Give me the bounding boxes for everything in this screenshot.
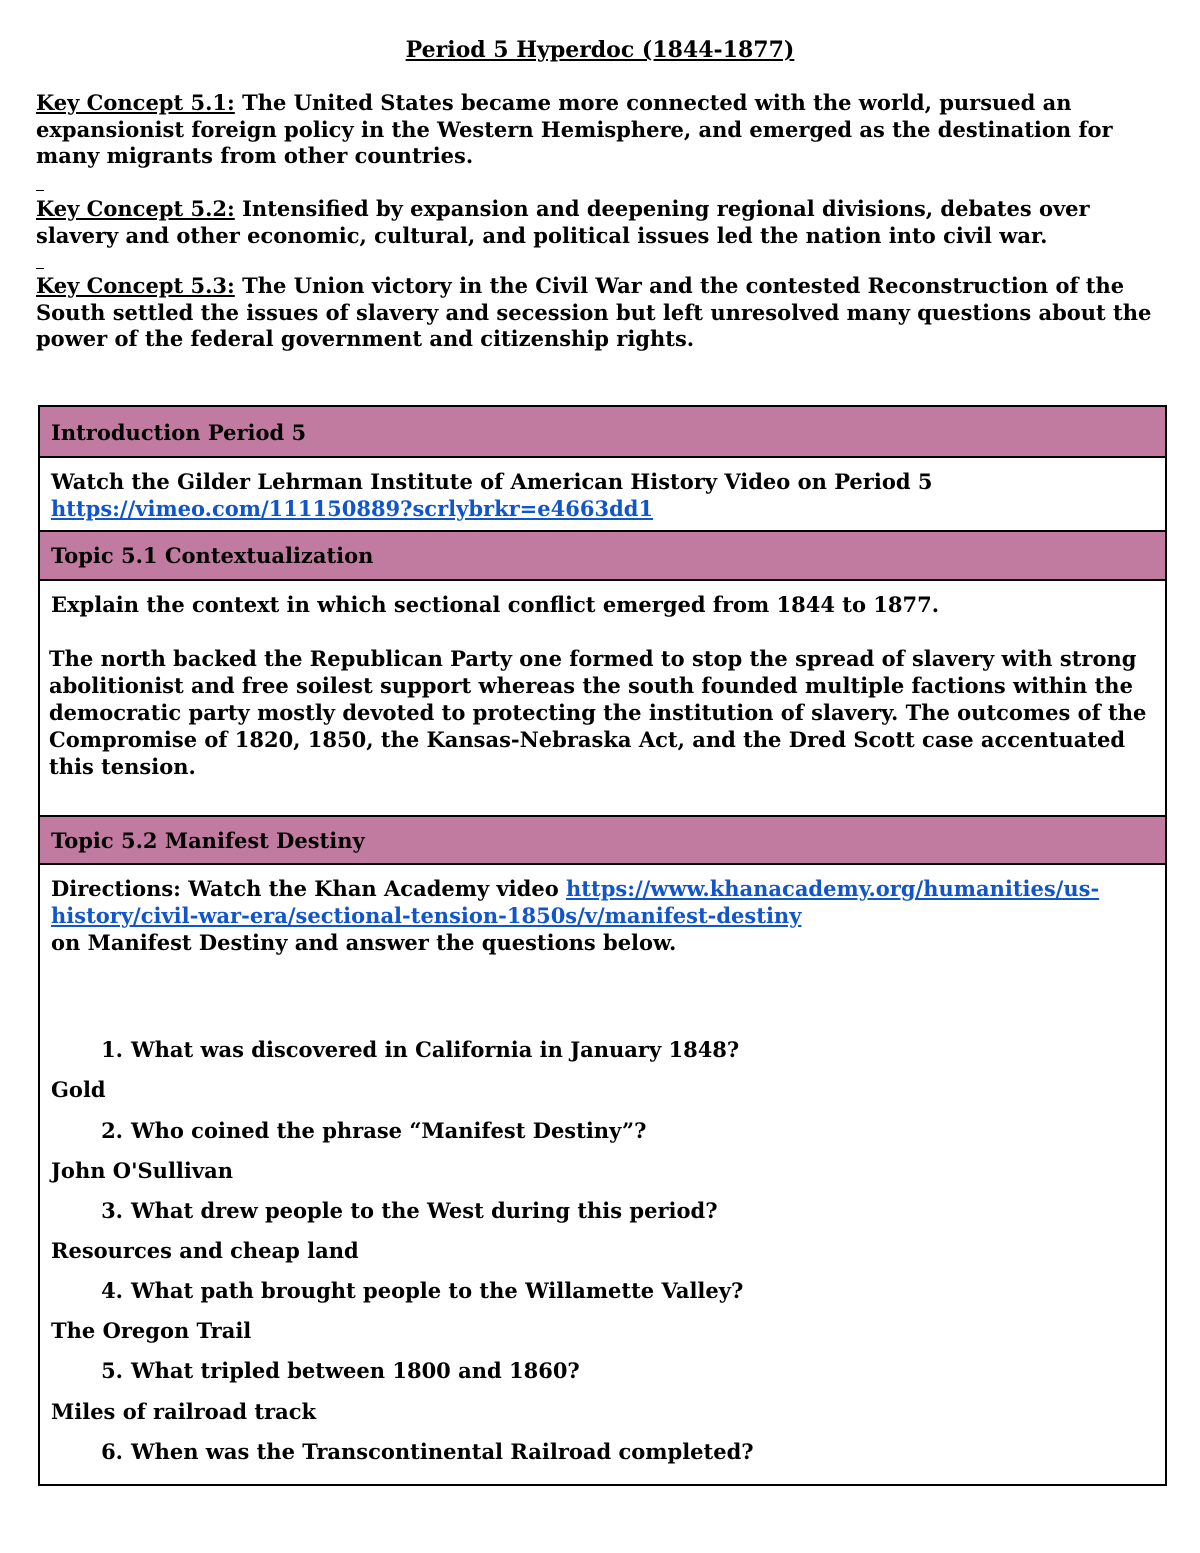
key-concept-text: Intensified by expansion and deepening regional divisions, debates over slavery and other economic, cultural, and political issues led the nation into civil war. bbox=[36, 196, 1090, 248]
topic-5-2-header bbox=[40, 817, 1165, 865]
intro-header bbox=[40, 407, 1165, 458]
question-item bbox=[51, 1117, 646, 1144]
key-concept-text: The United States became more connected with the world, pursued an expansionist foreign policy in the Western Hemisphere, and emerged as the destination for many migrants from other countries. bbox=[36, 90, 1113, 168]
question-item bbox=[51, 1197, 718, 1224]
key-concept-text: The Union victory in the Civil War and the contested Reconstruction of the South settled the issues of slavery and secession but left unresolved many questions about the power of the federal government and citizenship rights. bbox=[36, 273, 1152, 351]
contextualization-prompt: Explain the context in which sectional conflict emerged from 1844 to 1877. bbox=[51, 592, 940, 617]
page-title: Period 5 Hyperdoc (1844-1877) bbox=[405, 37, 795, 63]
key-concept-5-1 bbox=[36, 90, 1161, 170]
key-concept-label: Key Concept 5.1: bbox=[36, 90, 235, 115]
question-number: 5. bbox=[101, 1358, 123, 1383]
question-text: What path brought people to the Willamette Valley? bbox=[131, 1278, 744, 1303]
question-text: What drew people to the West during this period? bbox=[131, 1198, 718, 1223]
intro-body bbox=[40, 458, 1165, 532]
key-concept-label: Key Concept 5.2: bbox=[36, 196, 235, 221]
hyperdoc-table bbox=[38, 405, 1167, 1486]
question-number: 1. bbox=[101, 1037, 123, 1062]
directions bbox=[51, 875, 1159, 956]
directions-prefix: Directions: Watch the Khan Academy video bbox=[51, 876, 567, 901]
question-item bbox=[51, 1357, 580, 1384]
answer-text: John O'Sullivan bbox=[51, 1158, 233, 1183]
khan-academy-link[interactable]: https://www.khanacademy.org/humanities/us-history/civil-war-era/sectional-tension-1850s/v/manifest-destiny bbox=[51, 876, 1100, 928]
question-item bbox=[51, 1277, 743, 1304]
question-text: Who coined the phrase “Manifest Destiny”? bbox=[131, 1118, 647, 1143]
section-heading: Topic 5.2 Manifest Destiny bbox=[51, 828, 365, 853]
answer-text: The Oregon Trail bbox=[51, 1318, 252, 1343]
question-number: 4. bbox=[101, 1278, 123, 1303]
question-text: When was the Transcontinental Railroad completed? bbox=[131, 1439, 754, 1464]
section-heading: Topic 5.1 Contextualization bbox=[51, 543, 374, 568]
divider bbox=[36, 268, 44, 269]
question-number: 2. bbox=[101, 1118, 123, 1143]
question-item bbox=[51, 1036, 739, 1063]
question-item bbox=[51, 1438, 754, 1465]
topic-5-1-header bbox=[40, 532, 1165, 581]
key-concept-label: Key Concept 5.3: bbox=[36, 273, 235, 298]
contextualization-answer: The north backed the Republican Party one formed to stop the spread of slavery with strong abolitionist and free soilest support whereas the south founded multiple factions within the democratic party mostly devoted to protecting the institution of slavery. The outcomes of the Compromise of 1820, 1850, the Kansas-Nebraska Act, and the Dred Scott case accentuated this tension. bbox=[49, 646, 1147, 779]
answer-text: Resources and cheap land bbox=[51, 1238, 359, 1263]
divider bbox=[36, 190, 44, 191]
key-concept-5-2 bbox=[36, 196, 1161, 249]
vimeo-link[interactable]: https://vimeo.com/111150889?scrlybrkr=e4663dd1 bbox=[51, 496, 654, 521]
intro-instruction: Watch the Gilder Lehrman Institute of American History Video on Period 5 bbox=[51, 469, 933, 494]
question-number: 6. bbox=[101, 1439, 123, 1464]
answer-text: Miles of railroad track bbox=[51, 1399, 317, 1424]
question-text: What was discovered in California in January 1848? bbox=[131, 1037, 740, 1062]
question-text: What tripled between 1800 and 1860? bbox=[131, 1358, 580, 1383]
intro-text bbox=[51, 468, 1159, 522]
key-concept-5-3 bbox=[36, 273, 1161, 353]
directions-suffix: on Manifest Destiny and answer the questions below. bbox=[51, 930, 677, 955]
question-number: 3. bbox=[101, 1198, 123, 1223]
answer-text: Gold bbox=[51, 1077, 106, 1102]
topic-5-2-body bbox=[40, 865, 1165, 1484]
topic-5-1-body bbox=[40, 581, 1165, 817]
section-heading: Introduction Period 5 bbox=[51, 420, 307, 445]
